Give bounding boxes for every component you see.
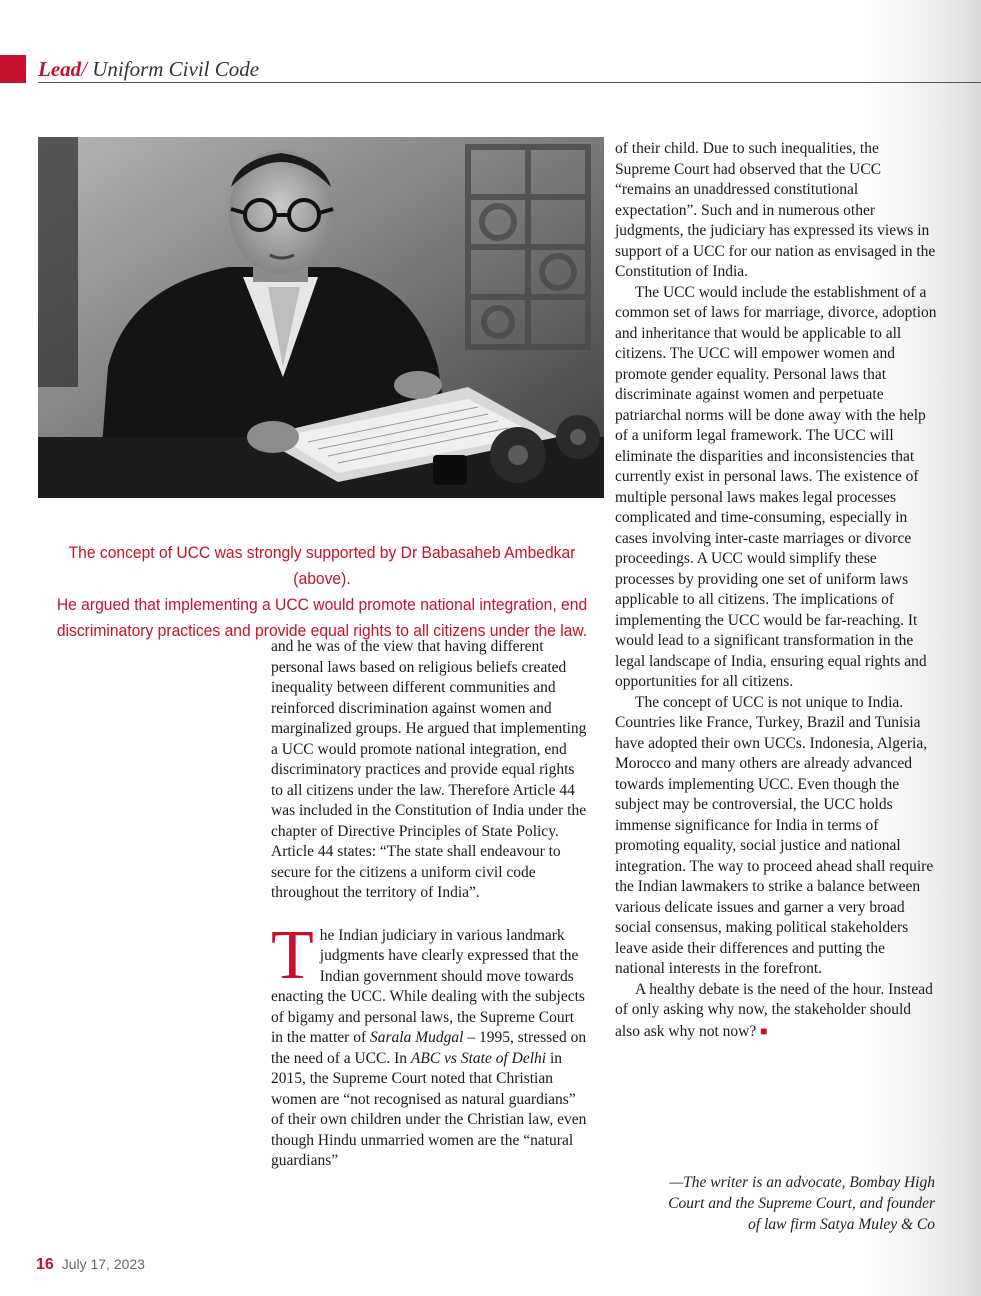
caption-line: He argued that implementing a UCC would promote national integration, end: [56, 595, 588, 614]
case-name: ABC vs State of Delhi: [410, 1049, 547, 1067]
body-paragraph: [615, 980, 937, 1043]
issue-date: July 17, 2023: [61, 1256, 145, 1272]
body-column-right: [615, 139, 937, 1042]
case-name: Sarala Mudgal: [370, 1029, 464, 1046]
portrait-photo: [38, 137, 604, 498]
section-separator: /: [81, 57, 87, 81]
caption-line: discriminatory practices and provide equal rights to all citizens under the law.: [56, 621, 588, 640]
section-header: [38, 56, 259, 82]
header-rule: [38, 82, 981, 83]
body-column-left: [271, 637, 587, 1172]
body-text-run: in 2015, the Supreme Court noted that Christian women are “not recognised as natural guardians” of their own children under the Christian law, even though Hindu unmarried women are the “natural guardians”: [271, 1049, 587, 1169]
page-number: 16: [36, 1256, 54, 1273]
byline-line: —The writer is an advocate, Bombay High: [669, 1174, 935, 1191]
body-paragraph: [271, 916, 587, 1172]
caption-line: The concept of UCC was strongly supported by Dr Babasaheb Ambedkar (above).: [68, 543, 576, 588]
section-topic: Uniform Civil Code: [92, 57, 260, 81]
page-footer: [36, 1256, 145, 1274]
end-mark-icon: ■: [760, 1023, 768, 1038]
body-paragraph: and he was of the view that having different personal laws based on religious beliefs created inequality between different communities and reinforced discrimination against women and marginalized groups. He argued that implementing a UCC would promote national integration, end discriminatory practices and provide equal rights to all citizens under the law. Therefore Article 44 was included in the Constitution of India under the chapter of Directive Principles of State Policy. Article 44 states: “The state shall endeavour to secure for the citizens a uniform civil code throughout the territory of India”.: [271, 638, 587, 901]
author-byline: [615, 1172, 935, 1235]
byline-line: Court and the Supreme Court, and founder: [668, 1195, 935, 1212]
section-name: Lead: [38, 57, 82, 81]
portrait-illustration: [38, 137, 604, 498]
body-text-run: – 1995, stressed on the need of a UCC. In: [271, 1029, 587, 1067]
byline-line: of law firm Satya Muley & Co: [748, 1216, 935, 1233]
drop-cap: T: [271, 916, 314, 994]
body-text-run: he Indian judiciary in various landmark judgments have clearly expressed that the Indian government should move towards enacting the UCC. While dealing with the subjects of bigamy and personal laws, the Supreme Court in the matter of: [271, 926, 585, 1046]
body-paragraph: The concept of UCC is not unique to India. Countries like France, Turkey, Brazil and Tunisia have adopted their own UCCs. Indonesia, Algeria, Morocco and many others are already advanced towards implementing UCC. Even though the subject may be controversial, the UCC holds immense significance for India in terms of promoting equality, social justice and national integration. The way to proceed ahead shall require the Indian lawmakers to strike a balance between various delicate issues and garner a very broad social consensus, making political stakeholders leave aside their differences and putting the national interests in the forefront.: [615, 693, 934, 977]
photo-caption: [44, 540, 600, 644]
paragraph-spacer: [271, 904, 587, 926]
body-text-run: A healthy debate is the need of the hour. Instead of only asking why now, the stakeholder should also ask why not now?: [615, 980, 933, 1040]
header-accent-bar: [0, 55, 26, 83]
body-paragraph: of their child. Due to such inequalities, the Supreme Court had observed that the UCC “remains an unaddressed constitutional expectation”. Such and in numerous other judgments, the judiciary has expressed its views in support of a UCC for our nation as envisaged in the Constitution of India.: [615, 140, 936, 280]
body-paragraph: The UCC would include the establishment of a common set of laws for marriage, divorce, adoption and inheritance that would be applicable to all citizens. The UCC will empower women and promote gender equality. Personal laws that discriminate against women and perpetuate patriarchal norms will be done away with the help of a uniform legal framework. The UCC will eliminate the disparities and inconsistencies that currently exist in personal laws. The existence of multiple personal laws makes legal processes complicated and time-consuming, especially in cases involving inter-caste marriages or divorce proceedings. A UCC would simplify these processes by providing one set of uniform laws applicable to all citizens. The implications of implementing the UCC would be far-reaching. It would lead to a significant transformation in the legal landscape of India, ensuring equal rights and opportunities for all citizens.: [615, 283, 937, 690]
